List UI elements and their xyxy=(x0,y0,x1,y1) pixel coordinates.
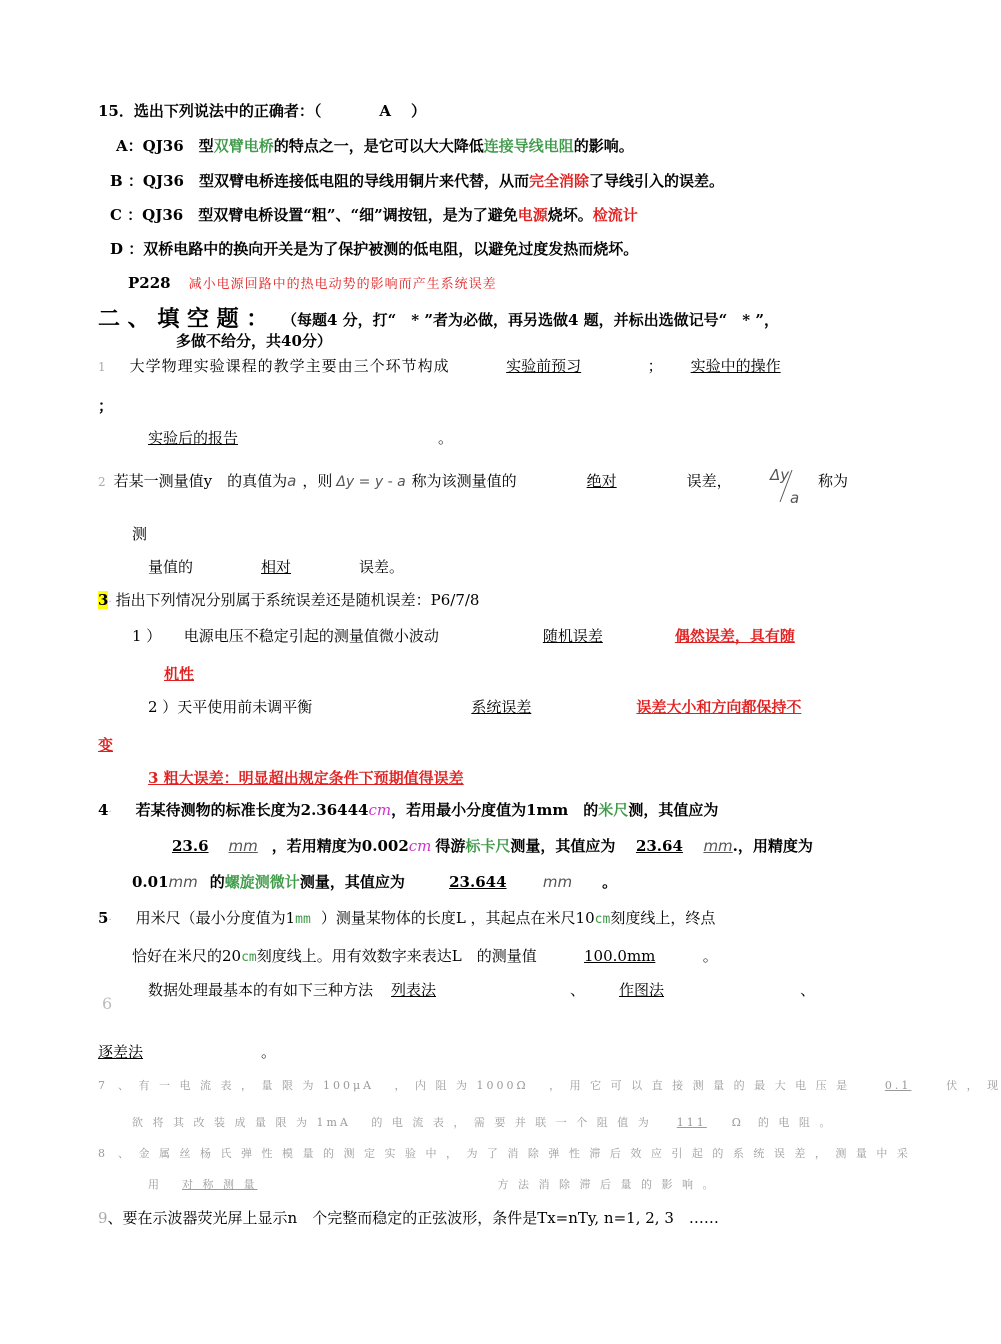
q3-line-1: 3· 指出下列情况分别属于系统误差还是随机误差：P6/7/8 xyxy=(98,591,480,609)
q2-tail: 称为 xyxy=(818,472,849,490)
q4-line-2: 23.6 mm ，若用精度为0.002cm 得游标卡尺测量，其值应为 23.64 mm.，用精度为 xyxy=(172,837,813,855)
q5-line-1: 5· 用米尺（最小分度值为1mm ）测量某物体的长度L ，其起点在米尺10cm刻度线上，终点 xyxy=(98,909,716,927)
q15-option-d: D ：双桥电路中的换向开关是为了保护被测的低电阻，以避免过度发热而烧坏。 xyxy=(110,240,639,258)
q3-item-2: 2 ）天平使用前未调平衡 系统误差 误差大小和方向都保持不 xyxy=(148,698,802,716)
q1-semicolon: ； xyxy=(98,397,114,415)
q15-option-b: B ：QJ36 型双臂电桥连接低电阻的导线用铜片来代替，从而完全消除了导线引入的误差。 xyxy=(110,172,724,190)
q3-item-1-note: 机性 xyxy=(164,665,195,683)
q6-number: 6 xyxy=(102,994,113,1013)
q9-line: 9、要在示波器荧光屏上显示n 个完整而稳定的正弦波形，条件是Tx=nTy, n=1, 2, 3 …… xyxy=(98,1209,719,1227)
q15-note: P228 减小电源回路中的热电动势的影响而产生系统误差 xyxy=(128,274,497,292)
q3-item-2-note: 变 xyxy=(98,736,114,754)
section-title: 二 、 填 空 题 ： xyxy=(98,306,269,332)
q2-line-1: 2 若某一测量值y 的真值为a ，则 Δy = y - a 称为该测量值的 绝对 误差， xyxy=(98,472,732,490)
q8-line-1: 8 、 金 属 丝 杨 氏 弹 性 模 量 的 测 定 实 验 中 ， 为 了 消 除 弹 性 滞 后 效 应 引 起 的 系 统 误 差 ， 测 量 中 采 xyxy=(98,1147,911,1160)
q15-option-c: C ：QJ36 型双臂电桥设置“粗”、“细”调按钮，是为了避免电源烧坏。检流计 xyxy=(110,206,638,224)
q2-line-3: 量值的 相对 误差。 xyxy=(148,558,405,576)
q1-line-2: 实验后的报告 。 xyxy=(148,429,454,447)
q4-line-1: 4· 若某待测物的标准长度为2.36444cm，若用最小分度值为1mm 的米尺测，其值应为 xyxy=(98,801,719,819)
q15-stem: 15．选出下列说法中的正确者：（ A ） xyxy=(98,102,427,120)
q3-item-1: 1 ） 电源电压不稳定引起的测量值微小波动 随机误差 偶然误差，具有随 xyxy=(132,627,795,645)
q4-line-3: 0.01mm 的螺旋测微计测量，其值应为 23.644 mm 。 xyxy=(132,873,618,891)
q6-line-1: 数据处理最基本的有如下三种方法 列表法 、 作图法 、 xyxy=(148,981,816,999)
section-desc-2: 多做不给分，共40分） xyxy=(176,332,332,350)
q7-line-2: 欲 将 其 改 装 成 量 限 为 1mA 的 电 流 表 ， 需 要 并 联 一 个 阻 值 为 111 Ω 的 电 阻 。 xyxy=(132,1116,834,1129)
q3-item-3-note: 3 粗大误差：明显超出规定条件下预期值得误差 xyxy=(148,769,464,787)
q6-line-2: 逐差法 。 xyxy=(98,1043,277,1061)
q2-fraction-den: a xyxy=(790,489,800,507)
q8-line-2: 用 对 称 测 量 方 法 消 除 滞 后 量 的 影 响 。 xyxy=(148,1178,717,1191)
q1-line-1: 1 大学物理实验课程的教学主要由三个环节构成 实验前预习 ； 实验中的操作 xyxy=(98,357,781,375)
q2-line-2: 测 xyxy=(132,525,148,543)
q5-line-2: 恰好在米尺的20cm刻度线上。用有效数字来表达L 的测量值 100.0mm 。 xyxy=(132,947,718,965)
q15-option-a: A：QJ36 型双臂电桥的特点之一，是它可以大大降低连接导线电阻的影响。 xyxy=(116,137,634,155)
q2-fraction: Δy xyxy=(770,466,790,484)
q7-line-1: 7 、 有 一 电 流 表 ， 量 限 为 100μA ， 内 阻 为 1000Ω ， 用 它 可 以 直 接 测 量 的 最 大 电 压 是 0.1 伏 ， 现 xyxy=(98,1079,1001,1092)
section-desc-1: （每题4 分，打“ * ”者为必做，再另选做4 题，并标出选做记号“ * ”， xyxy=(282,311,779,329)
